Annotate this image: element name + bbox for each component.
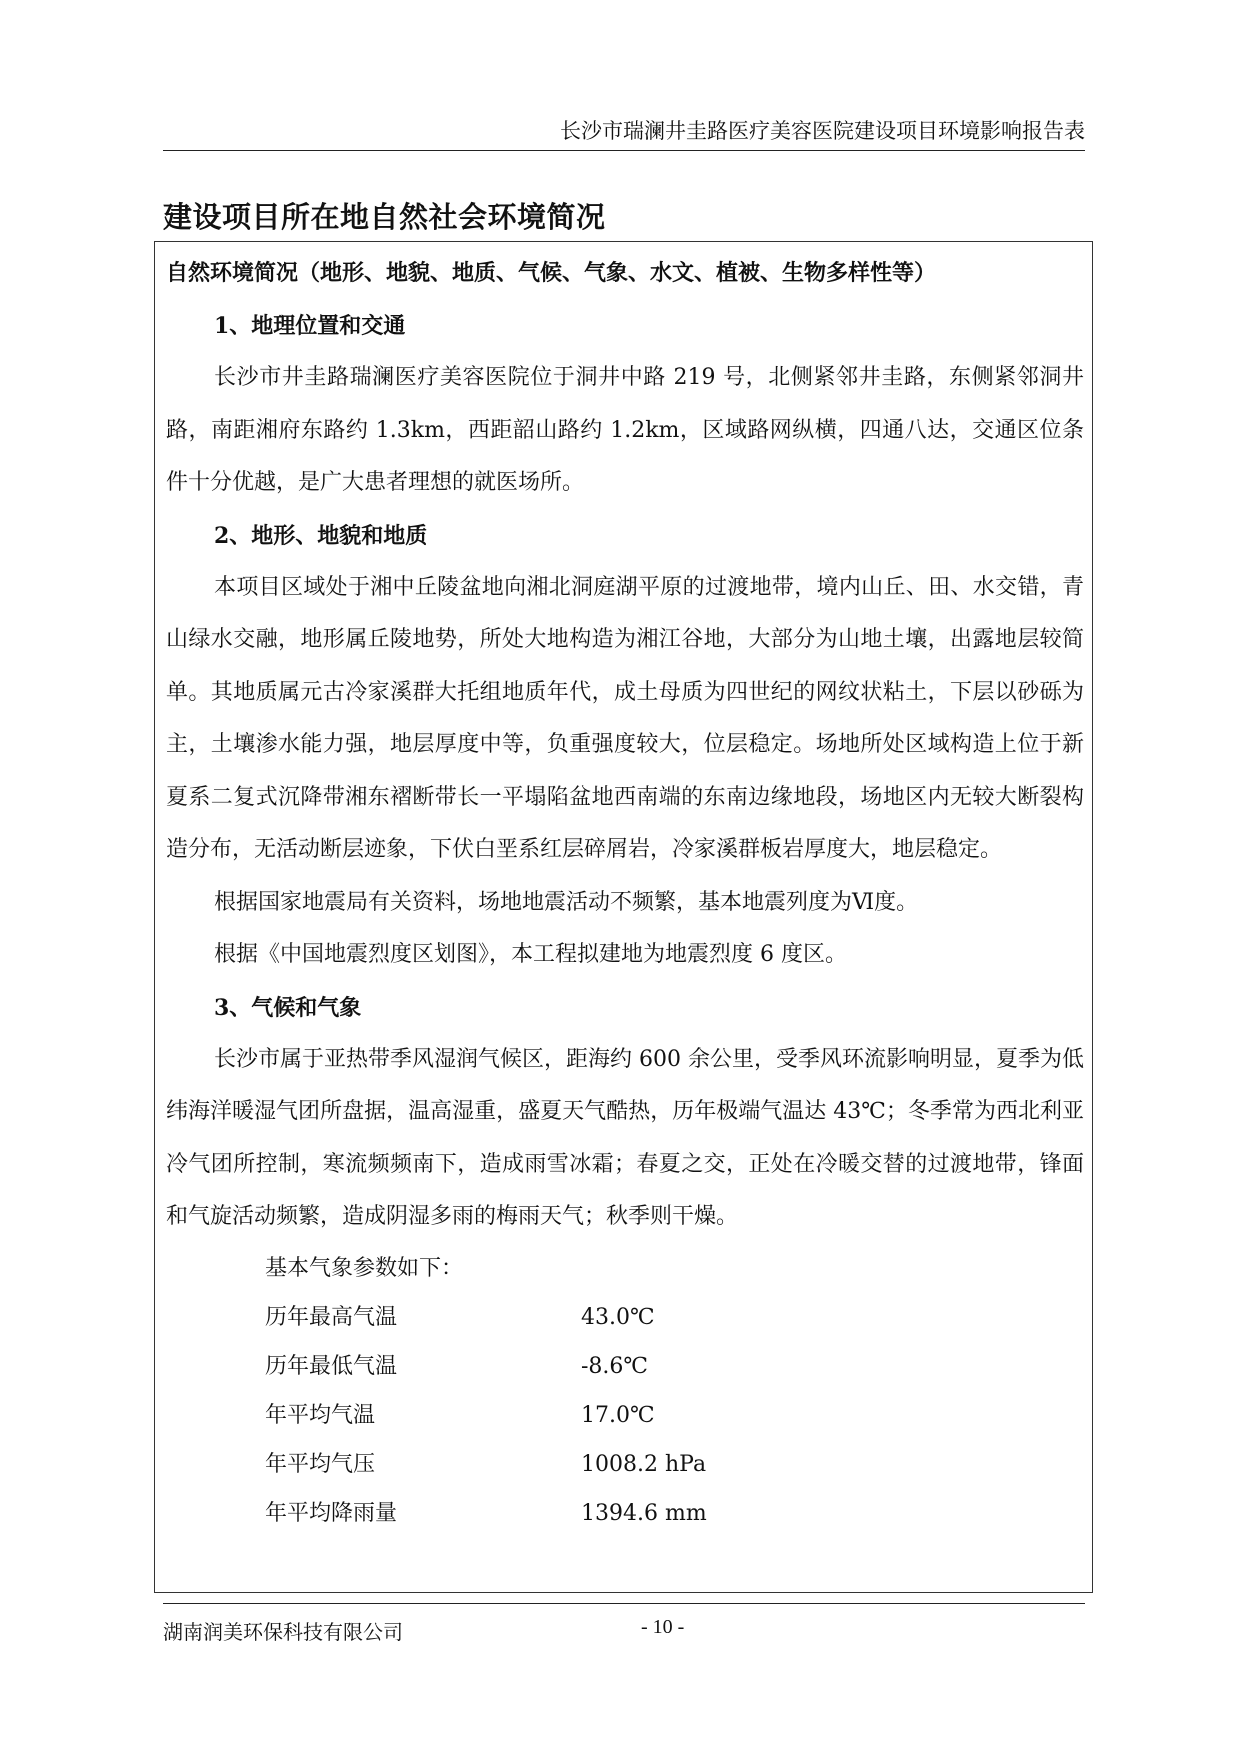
section-heading-location: 1、地理位置和交通	[214, 313, 406, 339]
paragraph-seismic-zone: 根据《中国地震烈度区划图》，本工程拟建地为地震烈度 6 度区。	[214, 942, 847, 967]
section-title: 建设项目所在地自然社会环境简况	[163, 200, 606, 234]
param-row	[265, 1342, 1084, 1391]
params-intro: 基本气象参数如下：	[265, 1255, 464, 1281]
param-row	[265, 1489, 1084, 1538]
content-body	[166, 300, 1084, 1538]
param-value: 43.0℃	[581, 1304, 655, 1330]
param-row	[265, 1293, 1084, 1342]
paragraph-seismic: 根据国家地震局有关资料，场地地震活动不频繁，基本地震列度为Ⅵ度。	[214, 889, 919, 915]
paragraph-climate: 长沙市属于亚热带季风湿润气候区，距海约 600 余公里，受季风环流影响明显，夏季为低纬海洋暖湿气团所盘据，温高湿重，盛夏天气酷热，历年极端气温达 43℃；冬季常为西北利亚冷气团所控制，寒流频频南下，造成雨雪冰霜；春夏之交，正处在冷暖交替的过渡地带，锋面和气旋活动频繁，造成阴湿多雨的梅雨天气；秋季则干燥。	[166, 1046, 1084, 1229]
footer-company: 湖南润美环保科技有限公司	[163, 1620, 403, 1644]
section-heading-climate: 3、气候和气象	[214, 994, 362, 1021]
param-name: 历年最低气温	[265, 1353, 398, 1379]
page-number: - 10 -	[641, 1616, 685, 1638]
natural-env-subtitle: 自然环境简况（地形、地貌、地质、气候、气象、水文、植被、生物多样性等）	[166, 260, 937, 286]
param-value: -8.6℃	[581, 1353, 649, 1379]
param-value: 1394.6 mm	[581, 1500, 707, 1526]
param-row	[265, 1440, 1084, 1489]
param-name: 年平均降雨量	[265, 1500, 398, 1526]
param-row	[265, 1391, 1084, 1440]
param-value: 1008.2 hPa	[581, 1451, 707, 1477]
param-name: 年平均气温	[265, 1402, 376, 1428]
paragraph-location: 长沙市井圭路瑞澜医疗美容医院位于洞井中路 219 号，北侧紧邻井圭路，东侧紧邻洞井路，南距湘府东路约 1.3km，西距韶山路约 1.2km，区域路网纵横，四通八达，交通区位条件十分优越，是广大患者理想的就医场所。	[166, 365, 1084, 495]
section-heading-geology: 2、地形、地貌和地质	[214, 522, 428, 549]
page-footer	[163, 1603, 1085, 1644]
param-name: 年平均气压	[265, 1451, 376, 1477]
weather-params-table	[265, 1293, 1084, 1538]
param-value: 17.0℃	[581, 1402, 655, 1428]
paragraph-geology: 本项目区域处于湘中丘陵盆地向湘北洞庭湖平原的过渡地带，境内山丘、田、水交错，青山绿水交融，地形属丘陵地势，所处大地构造为湘江谷地，大部分为山地土壤，出露地层较简单。其地质属元古冷家溪群大托组地质年代，成土母质为四世纪的网纹状粘土，下层以砂砾为主，土壤渗水能力强，地层厚度中等，负重强度较大，位层稳定。场地所处区域构造上位于新夏系二复式沉降带湘东褶断带长一平塌陷盆地西南端的东南边缘地段，场地区内无较大断裂构造分布，无活动断层迹象，下伏白垩系红层碎屑岩，冷家溪群板岩厚度大，地层稳定。	[166, 574, 1084, 862]
page-header	[163, 118, 1085, 151]
param-name: 历年最高气温	[265, 1304, 398, 1330]
report-title: 长沙市瑞澜井圭路医疗美容医院建设项目环境影响报告表	[560, 119, 1085, 143]
